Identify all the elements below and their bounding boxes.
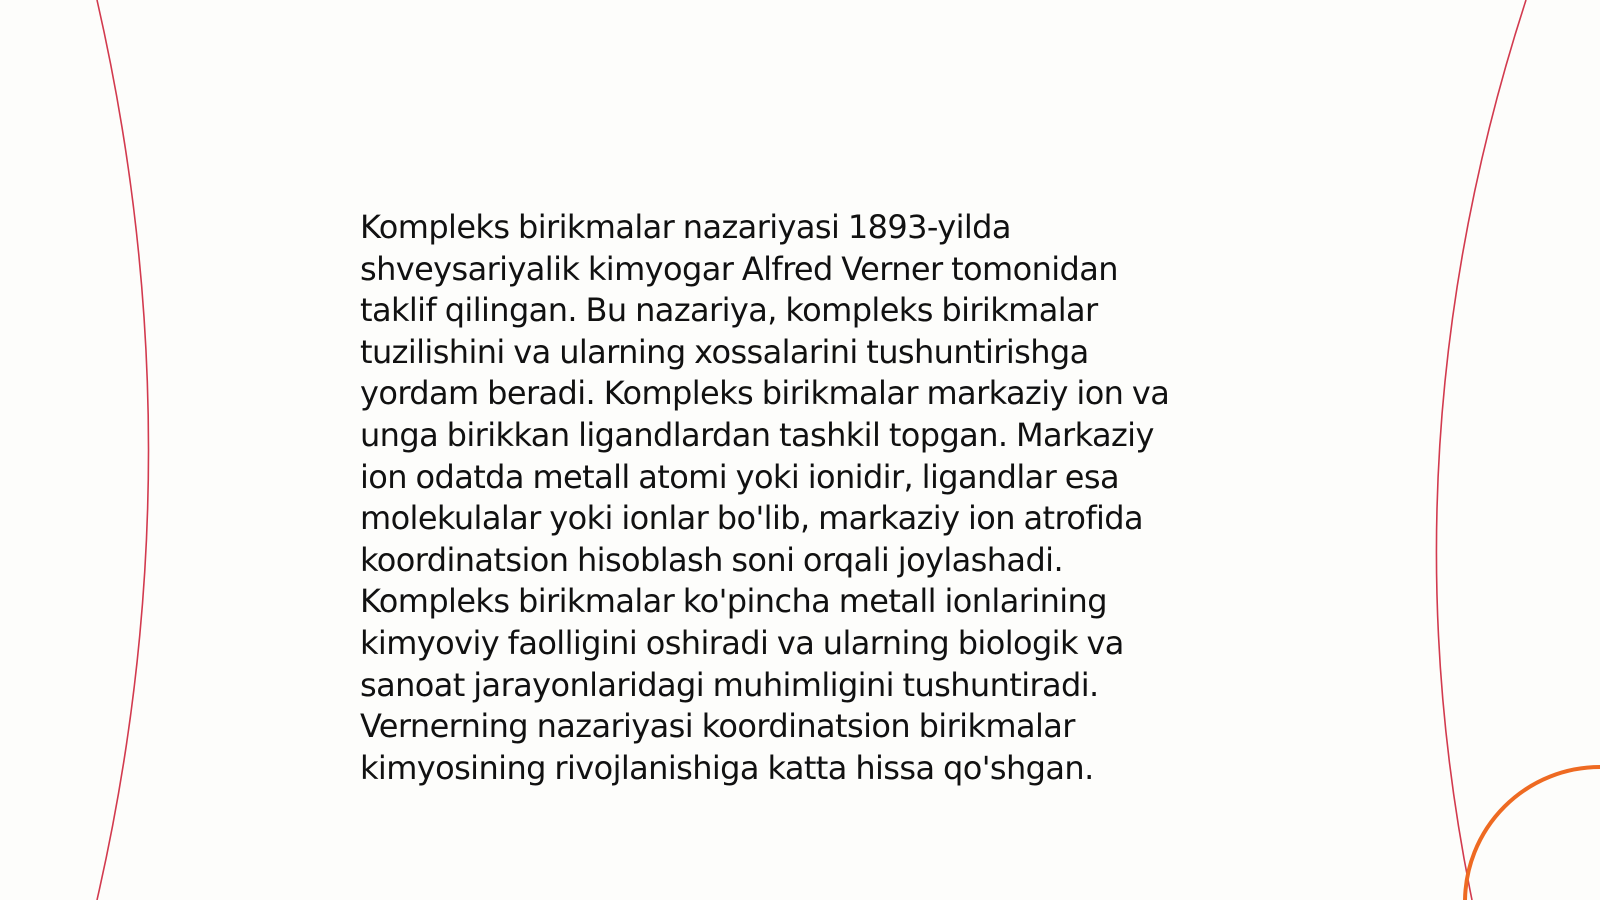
body-line: unga birikkan ligandlardan tashkil topgan. Markaziy (360, 415, 1154, 454)
body-line: shveysariyalik kimyogar Alfred Verner tomonidan (360, 249, 1118, 288)
body-line: ion odatda metall atomi yoki ionidir, ligandlar esa (360, 457, 1119, 496)
body-line: molekulalar yoki ionlar bo'lib, markaziy ion atrofida (360, 499, 1143, 538)
body-line: koordinatsion hisoblash soni orqali joylashadi. (360, 540, 1064, 579)
body-line: Vernerning nazariyasi koordinatsion birikmalar (360, 707, 1075, 746)
right-curve-line (1436, 0, 1526, 900)
accent-circle (1465, 767, 1600, 900)
body-paragraph (360, 207, 1240, 789)
body-line: kimyosining rivojlanishiga katta hissa qo'shgan. (360, 748, 1094, 787)
body-line: Kompleks birikmalar nazariyasi 1893-yilda (360, 208, 1011, 246)
body-line: Kompleks birikmalar ko'pincha metall ionlarining (360, 582, 1107, 621)
left-curve-line (97, 0, 149, 900)
body-line: sanoat jarayonlaridagi muhimligini tushuntiradi. (360, 665, 1099, 704)
body-line: yordam beradi. Kompleks birikmalar markaziy ion va (360, 374, 1170, 413)
body-line: taklif qilingan. Bu nazariya, kompleks birikmalar (360, 291, 1098, 330)
body-line: tuzilishini va ularning xossalarini tushuntirishga (360, 332, 1089, 371)
body-line: kimyoviy faolligini oshiradi va ularning biologik va (360, 623, 1124, 662)
